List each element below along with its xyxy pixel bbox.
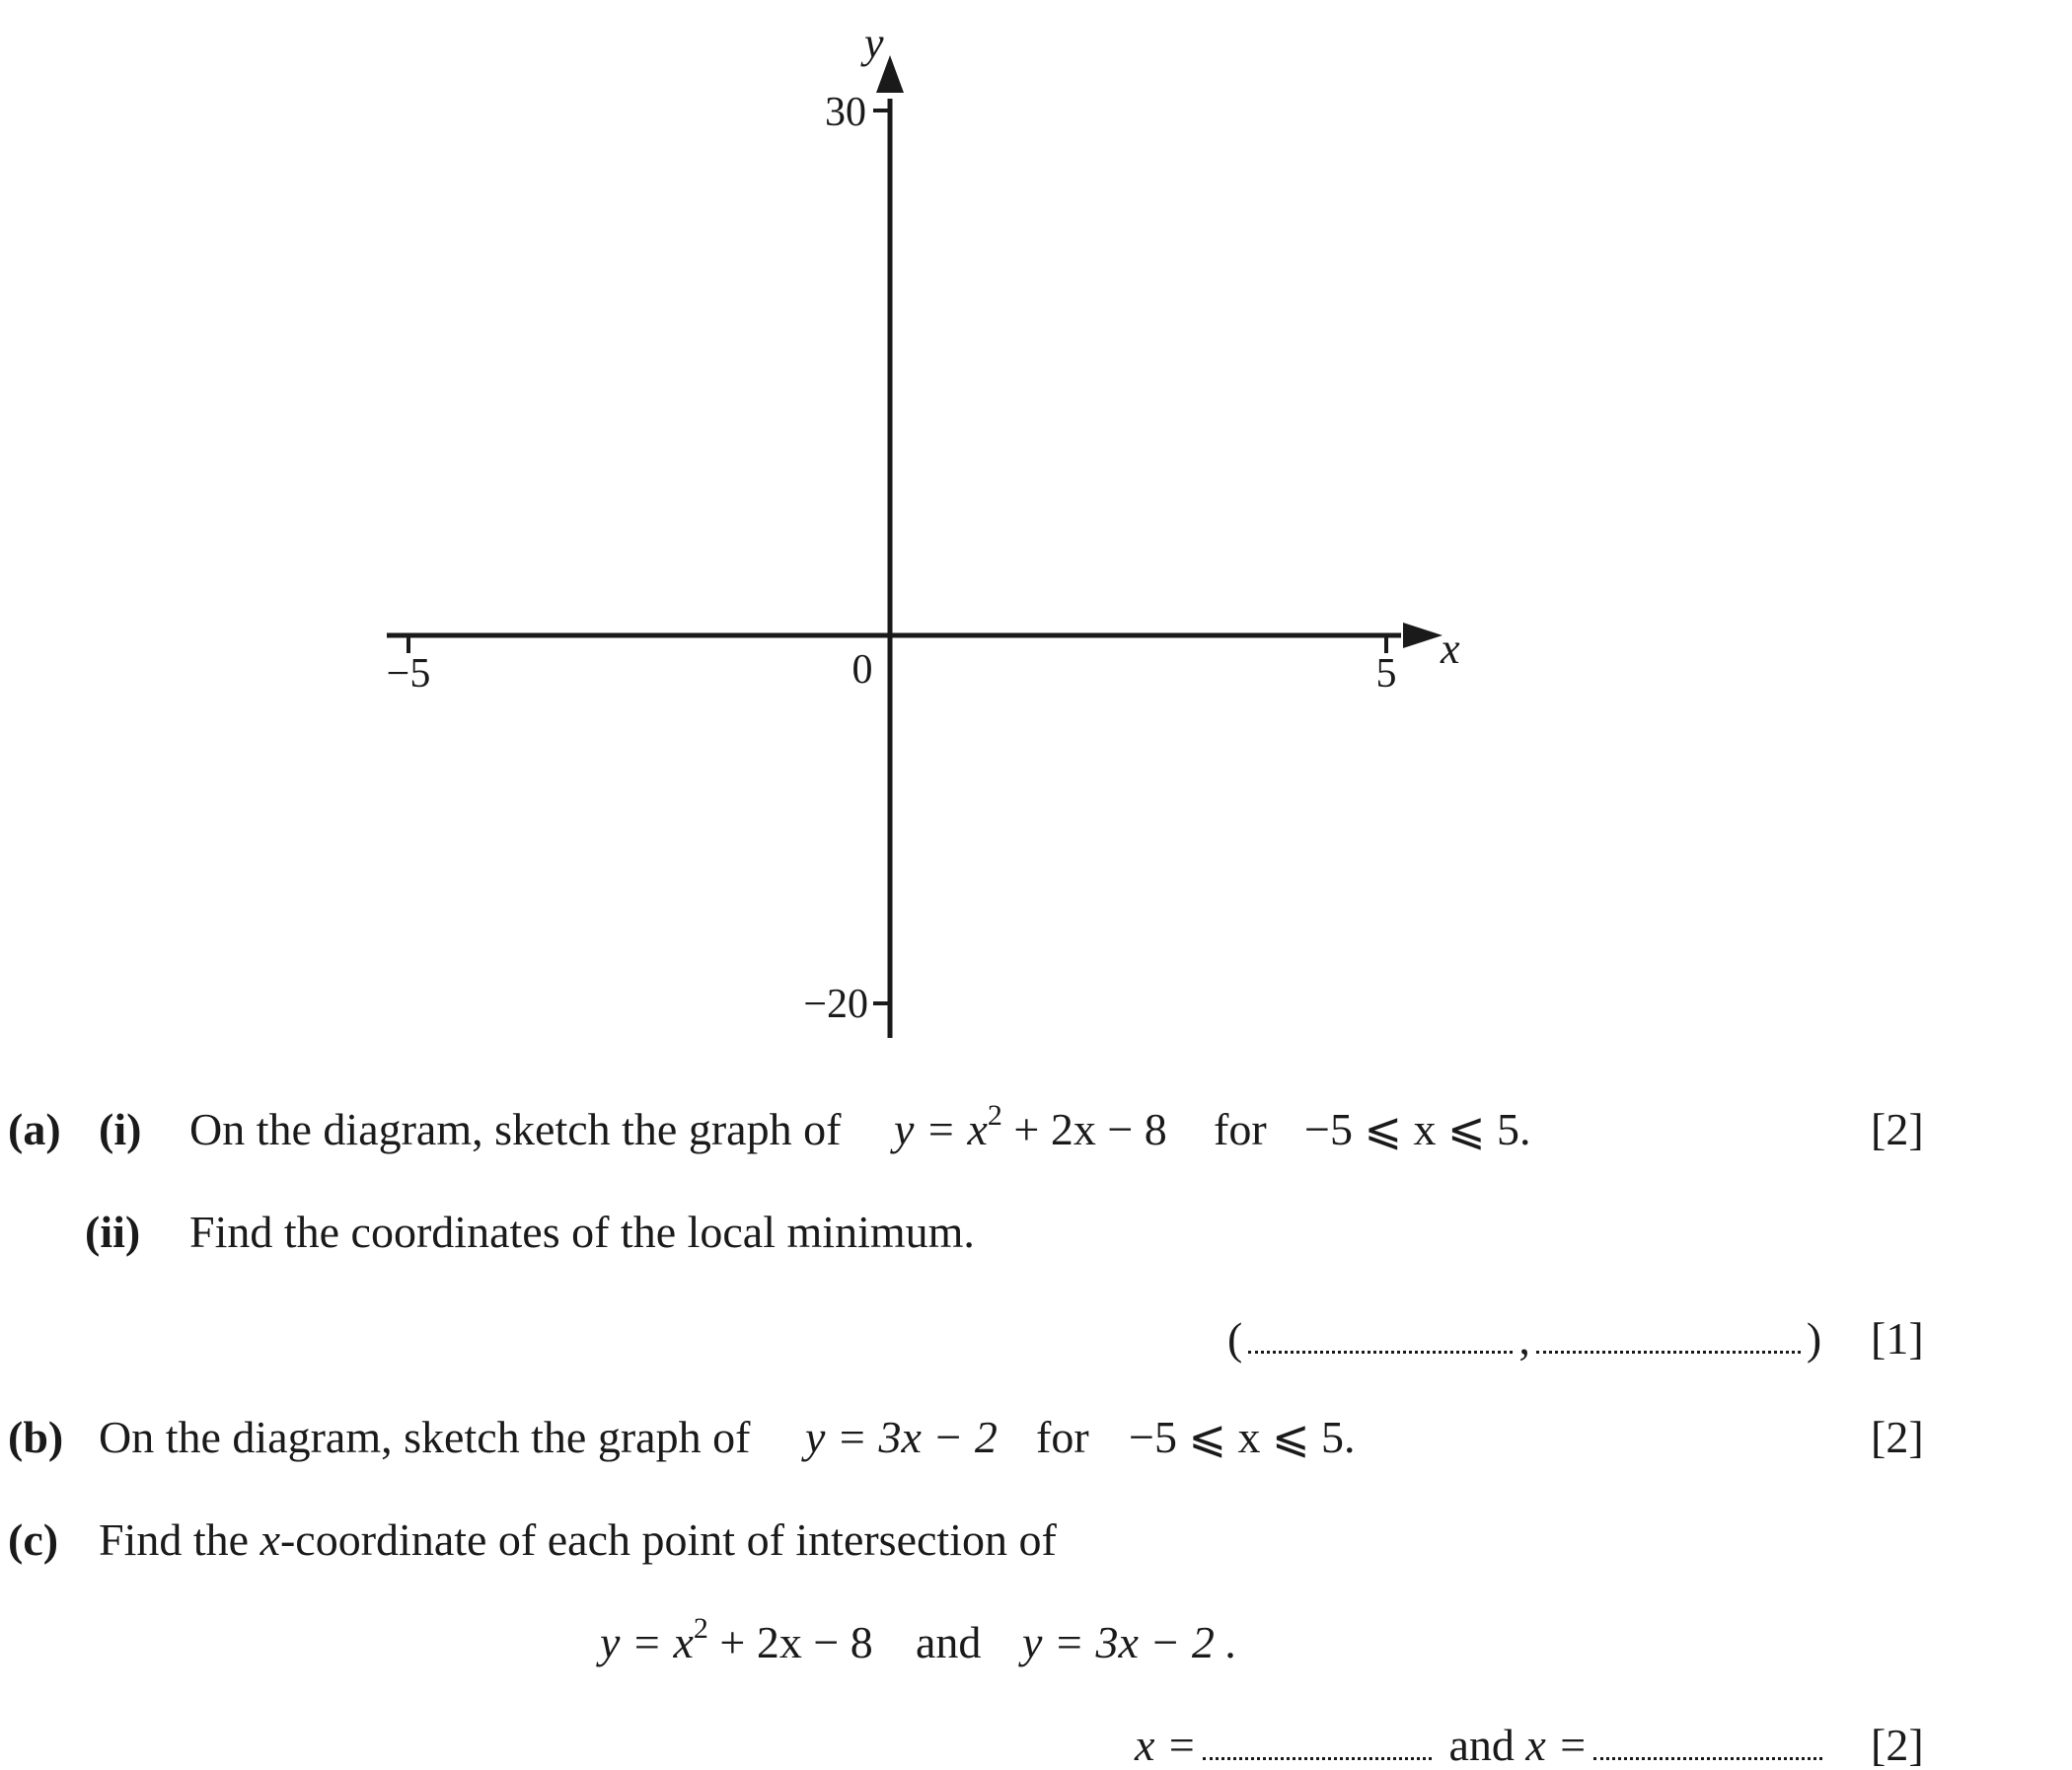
answer-blank-y[interactable] xyxy=(1536,1351,1801,1354)
part-c-text-x: x xyxy=(259,1514,280,1565)
part-a-i-for: for xyxy=(1214,1104,1267,1154)
answer-comma: , xyxy=(1518,1313,1530,1364)
part-c-answer-line xyxy=(1135,1720,1828,1770)
y-axis-label: y xyxy=(864,19,884,67)
x-tick-label-left: −5 xyxy=(386,651,431,697)
part-c-label: (c) xyxy=(8,1514,59,1565)
part-c-equation-1 xyxy=(600,1611,873,1667)
part-b-range: −5 ⩽ x ⩽ 5. xyxy=(1129,1412,1356,1462)
eq-y: y xyxy=(894,1104,915,1154)
x-tick-label-right: 5 xyxy=(1375,651,1397,697)
part-b-marks: [2] xyxy=(1871,1412,1924,1462)
origin-label: 0 xyxy=(851,647,873,693)
part-a-i-text: On the diagram, sketch the graph of xyxy=(189,1104,842,1154)
part-b-label: (b) xyxy=(8,1412,64,1462)
answer-close-paren: ) xyxy=(1806,1313,1822,1364)
part-a-ii-label: (ii) xyxy=(85,1207,141,1257)
eq-rest: + 2x − 8 xyxy=(1001,1104,1167,1154)
part-a-i-marks: [2] xyxy=(1871,1104,1924,1154)
part-a-i-equation xyxy=(894,1098,1167,1154)
answer-x1-label: x = xyxy=(1135,1720,1197,1770)
answer-blank-x[interactable] xyxy=(1248,1351,1513,1354)
y-tick-label-bottom: −20 xyxy=(803,982,868,1027)
part-c-equation-2: y = 3x − 2 . xyxy=(1022,1617,1237,1667)
part-c-text xyxy=(99,1514,1057,1565)
part-a-label: (a) xyxy=(8,1104,61,1154)
part-a-i-label: (i) xyxy=(99,1104,142,1154)
part-b-text: On the diagram, sketch the graph of xyxy=(99,1412,751,1462)
part-c-text-post: -coordinate of each point of intersection of xyxy=(279,1514,1057,1565)
answer-x2-label: x = xyxy=(1525,1720,1589,1770)
answer-open-paren: ( xyxy=(1227,1313,1243,1364)
y-tick-label-top: 30 xyxy=(825,90,866,135)
part-a-i-range: −5 ⩽ x ⩽ 5. xyxy=(1304,1104,1531,1154)
eq1-lhs: y = x xyxy=(600,1617,694,1667)
part-b-for: for xyxy=(1036,1412,1089,1462)
eq-x-term: = x xyxy=(914,1104,988,1154)
part-a-ii-text: Find the coordinates of the local minimum. xyxy=(189,1207,975,1257)
part-c-marks: [2] xyxy=(1871,1720,1924,1770)
part-c-text-pre: Find the xyxy=(99,1514,260,1565)
part-c-and: and xyxy=(916,1617,982,1667)
part-a-ii-marks: [1] xyxy=(1871,1313,1924,1364)
x-axis-label: x xyxy=(1441,625,1460,673)
part-a-ii-answer-line xyxy=(1227,1313,1822,1364)
x-axis-arrow xyxy=(1403,623,1443,648)
answer-and: and xyxy=(1448,1720,1515,1770)
part-b-equation: y = 3x − 2 xyxy=(805,1412,998,1462)
eq1-exponent: 2 xyxy=(693,1611,708,1645)
eq1-rest: + 2x − 8 xyxy=(707,1617,873,1667)
eq-exponent: 2 xyxy=(987,1098,1002,1132)
